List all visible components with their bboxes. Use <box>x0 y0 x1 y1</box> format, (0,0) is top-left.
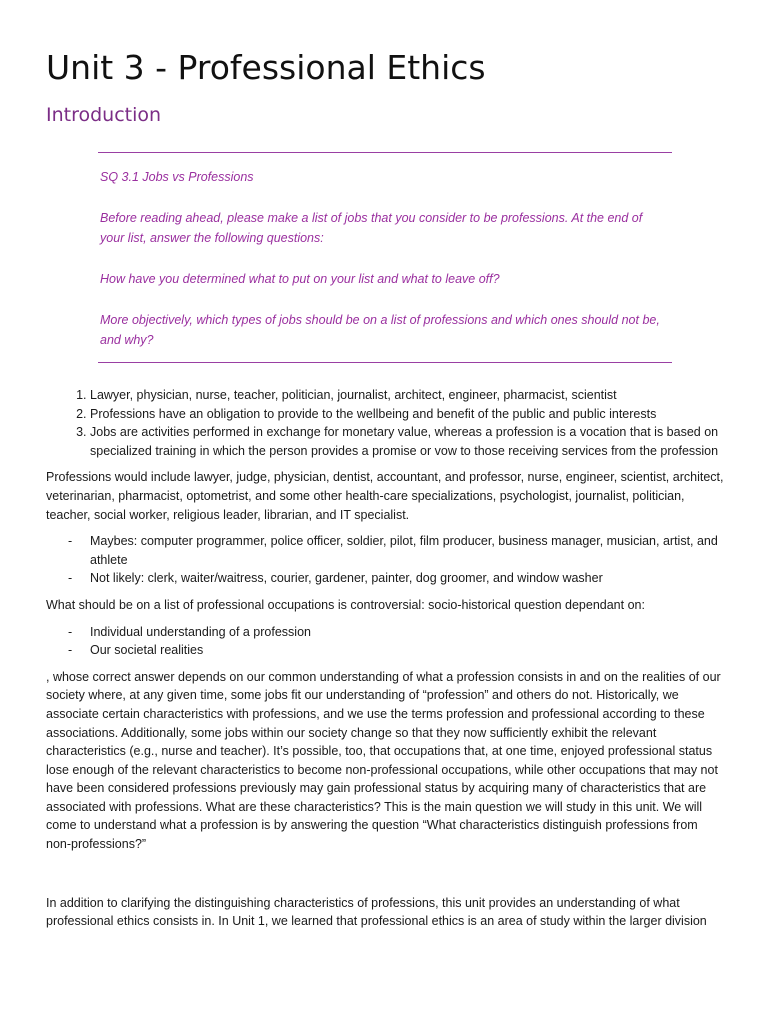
closing-paragraph: In addition to clarifying the distinguishing characteristics of professions, this unit provides an understanding of what professional ethics consists in. In Unit 1, we learned that professional ethics is an area of study within the larger division <box>46 895 707 929</box>
controversial-paragraph: What should be on a list of professional occupations is controversial: socio-historical question dependant on: <box>46 597 645 612</box>
study-question-heading: SQ 3.1 Jobs vs Professions <box>100 170 254 184</box>
study-question-2: More objectively, which types of jobs should be on a list of professions and which ones should not be, and why? <box>100 313 660 347</box>
list-item: 2. Professions have an obligation to provide to the wellbeing and benefit of the public and public interests <box>90 405 726 424</box>
body-content <box>46 386 726 939</box>
paragraph-spacer <box>46 862 726 894</box>
list-item: - Our societal realities <box>90 641 726 660</box>
list-item: - Not likely: clerk, waiter/waitress, courier, gardener, painter, dog groomer, and window washer <box>90 569 726 588</box>
answers-list <box>46 386 726 460</box>
main-paragraph: , whose correct answer depends on our common understanding of what a profession consists in and on the realities of our society where, at any given time, some jobs fit our understanding of “profession” and others do not. Historically, we associate certain characteristics with professions, and we use the terms profession and professional according to these associations. Additionally, some jobs within our society change so that they now sufficiently exhibit the relevant characteristics (e.g., nurse and teacher). It’s possible, too, that occupations that, at one time, enjoyed professional status lose enough of the relevant characteristics to become non-professional occupations, while other occupations that may not have been considered professions previously may gain professional status by acquiring many of characteristics that are associated with professions. What are these characteristics? This is the main question we will study in this unit. We will come to understand what a profession is by answering the question “What characteristics distinguish professions from non-professions?” <box>46 669 721 852</box>
list-item: - Individual understanding of a profession <box>90 623 726 642</box>
list-item: - Maybes: computer programmer, police officer, soldier, pilot, film producer, business manager, musician, artist, and athlete <box>90 532 726 569</box>
professions-paragraph: Professions would include lawyer, judge, physician, dentist, accountant, and professor, nurse, engineer, scientist, architect, veterinarian, pharmacist, optometrist, and some other health-care specializations, psychologist, journalist, politician, teacher, social worker, religious leader, librarian, and IT specialist. <box>46 470 724 522</box>
section-heading: Introduction <box>46 104 162 126</box>
list-item: 3. Jobs are activities performed in exchange for monetary value, whereas a profession is a vocation that is based on specialized training in which the person provides a promise or vow to those receiving services from the profession <box>90 423 726 460</box>
page-title: Unit 3 - Professional Ethics <box>46 48 486 87</box>
list-item: 1. Lawyer, physician, nurse, teacher, politician, journalist, architect, engineer, pharmacist, scientist <box>90 386 726 405</box>
maybes-list <box>46 532 726 588</box>
study-question-1: How have you determined what to put on your list and what to leave off? <box>100 272 500 286</box>
dependencies-list <box>46 623 726 660</box>
study-question-box <box>98 152 672 363</box>
study-question-prompt: Before reading ahead, please make a list of jobs that you consider to be professions. At the end of your list, answer the following questions: <box>100 211 643 245</box>
